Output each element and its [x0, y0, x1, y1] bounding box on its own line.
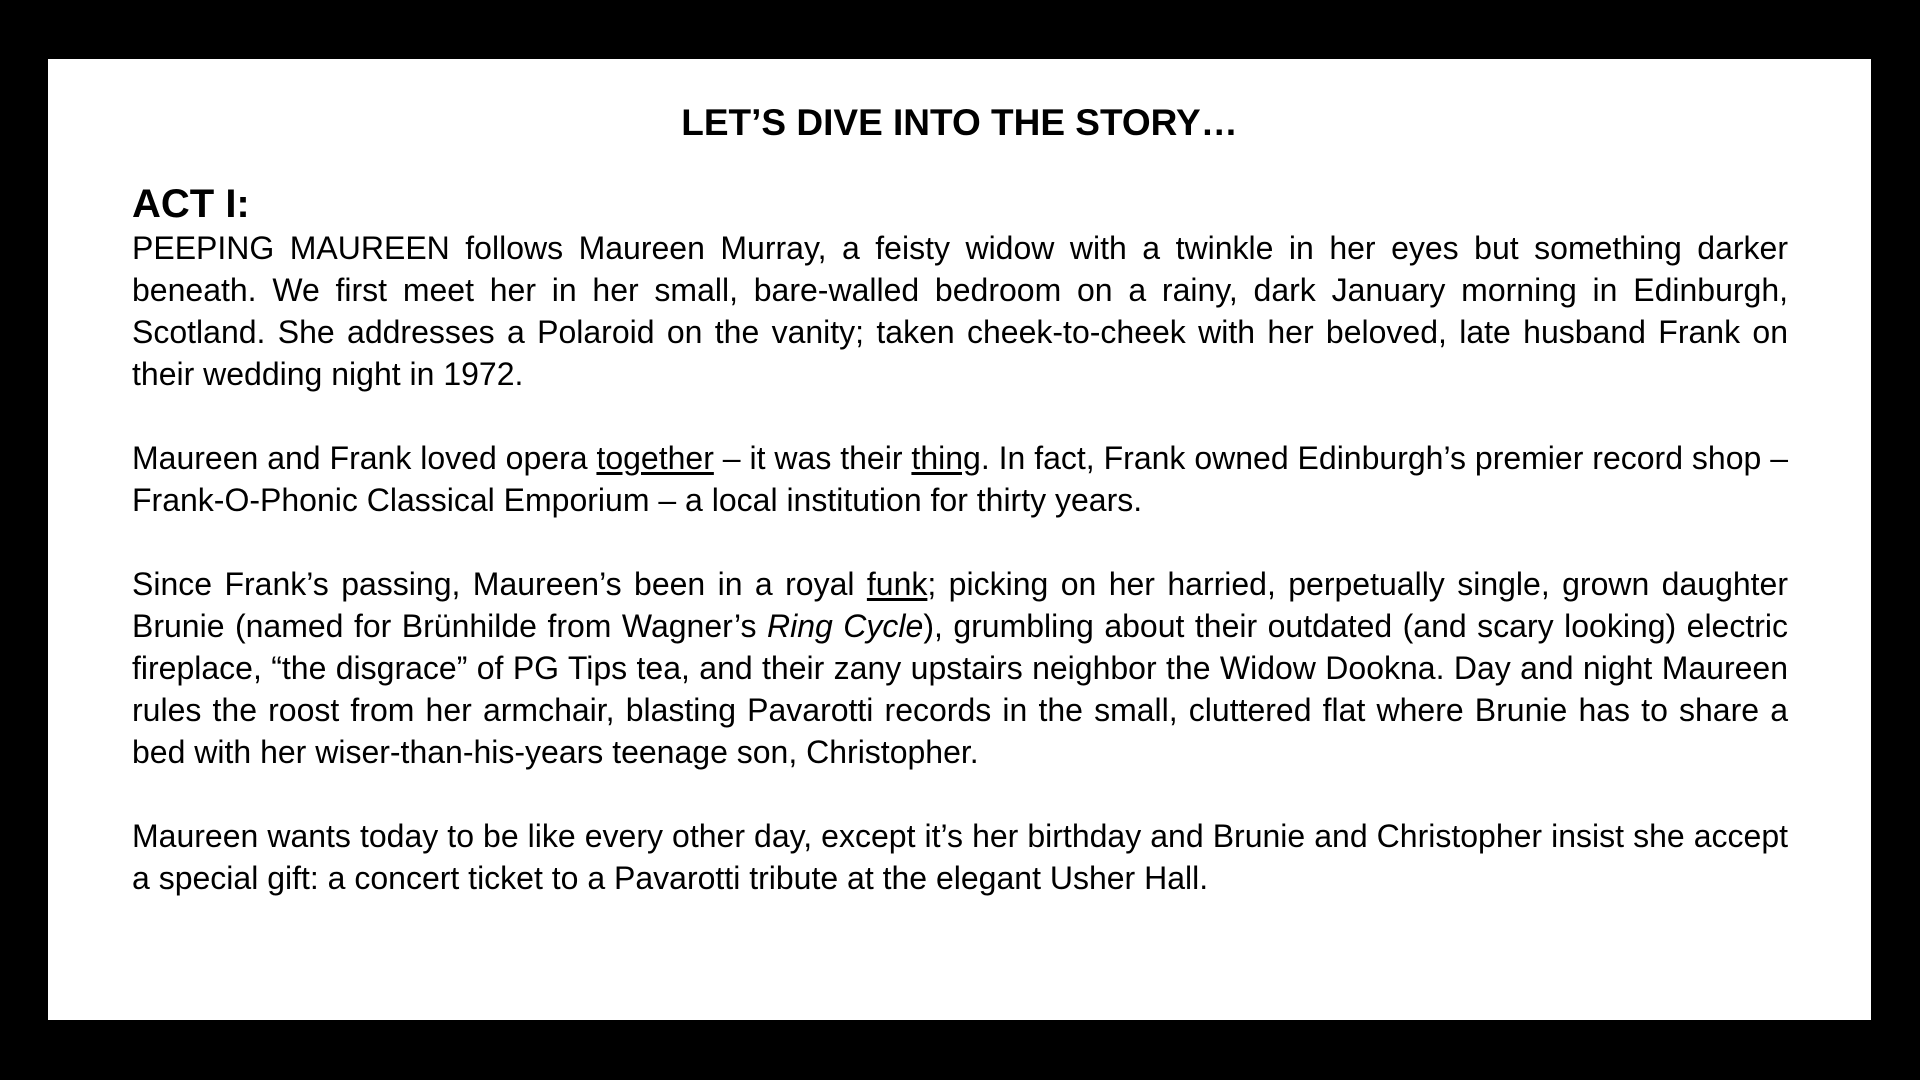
paragraph-2-text-c: . In fact, Frank owned Edinburgh’s premier record shop – Frank-O-Phonic Classical Emporium – a local institution for thirty years.: [132, 440, 1789, 518]
paragraph-3-text-a: Since Frank’s passing, Maureen’s been in a royal: [132, 566, 867, 602]
paragraph-2: [132, 437, 1788, 521]
paragraph-1-text: PEEPING MAUREEN follows Maureen Murray, a feisty widow with a twinkle in her eyes but something darker beneath. We first meet her in her small, bare-walled bedroom on a rainy, dark January morning in Edinburgh, Scotland. She addresses a Polaroid on the vanity; taken cheek-to-cheek with her beloved, late husband Frank on their wedding night in 1972.: [132, 230, 1788, 392]
paragraph-4-text: Maureen wants today to be like every other day, except it’s her birthday and Brunie and Christopher insist she accept a special gift: a concert ticket to a Pavarotti tribute at the elegant Usher Hall.: [132, 818, 1788, 896]
underlined-word-thing: thing: [911, 440, 981, 476]
paragraph-2-text-b: – it was their: [713, 440, 912, 476]
paragraph-1: [132, 227, 1788, 395]
paragraph-2-text-a: Maureen and Frank loved opera: [132, 440, 597, 476]
italic-title-ring-cycle: Ring Cycle: [767, 608, 924, 644]
underlined-word-funk: funk: [866, 566, 928, 602]
act-heading: ACT I:: [132, 182, 250, 226]
underlined-word-together: together: [596, 440, 714, 476]
slide: [48, 59, 1871, 1020]
slide-title: LET’S DIVE INTO THE STORY…: [681, 102, 1238, 143]
paragraph-3-text-b: ; picking on her harried, perpetually single, grown daughter Brunie (named for Brünhilde from Wagner’s: [132, 566, 1788, 644]
paragraph-3-text-c: ), grumbling about their outdated (and scary looking) electric fireplace, “the disgrace” of PG Tips tea, and their zany upstairs neighbor the Widow Dookna. Day and night Maureen rules the roost from her armchair, blasting Pavarotti records in the small, cluttered flat where Brunie has to share a bed with her wiser-than-his-years teenage son, Christopher.: [132, 608, 1789, 770]
slide-content: [132, 181, 1788, 899]
paragraph-4: [132, 815, 1788, 899]
paragraph-3: [132, 563, 1788, 773]
